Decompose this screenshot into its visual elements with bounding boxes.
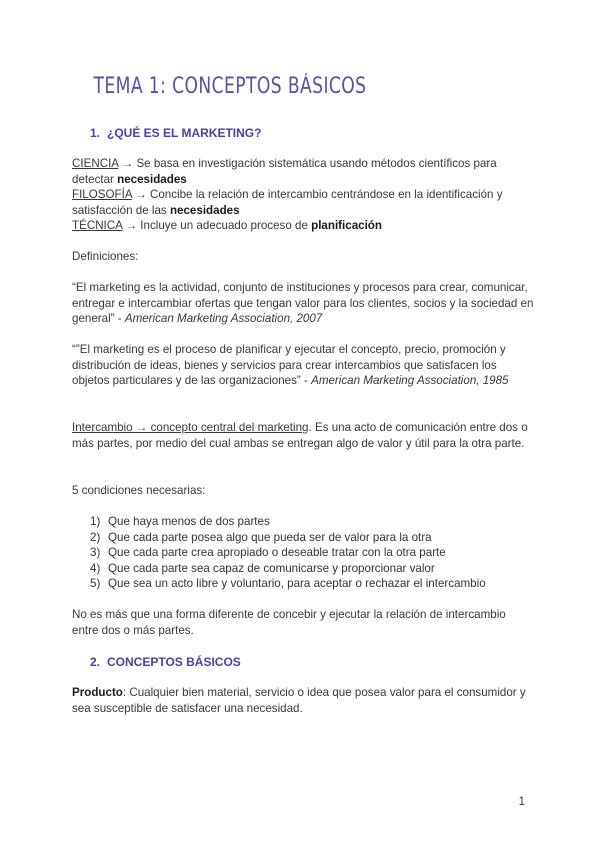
quote-2007: [72, 280, 534, 327]
definition-ciencia: [72, 156, 534, 187]
section-1-heading: [90, 126, 261, 140]
section-1-number: 1.: [90, 126, 101, 140]
list-item: [90, 514, 486, 530]
condiciones-list: [90, 514, 486, 592]
producto-paragraph: [72, 685, 534, 716]
list-number: 5): [90, 577, 101, 590]
quote-text: “El marketing es la actividad, conjunto de instituciones y procesos para crear, comunicar, entregar e intercambiar ofertas que tengan valor para los clientes, socios y la sociedad en general” -: [72, 281, 534, 325]
definition-tecnica: [72, 218, 534, 234]
list-text: Que cada parte crea apropiado o deseable tratar con la otra parte: [108, 546, 446, 559]
definition-text: Se basa en investigación sistemática usando métodos científicos para detectar: [72, 157, 497, 186]
definiciones-label: Definiciones:: [72, 250, 139, 263]
bold-word: necesidades: [169, 203, 240, 217]
quote-source: American Marketing Association: [124, 312, 291, 325]
list-text: Que cada parte posea algo que pueda ser de valor para la otra: [108, 530, 432, 544]
intercambio-text: . Es una acto de comunicación entre dos o más partes, por medio del cual ambas se entregan algo de valor y útil para la otra parte.: [72, 421, 528, 450]
definition-text: Incluye un adecuado proceso de: [140, 219, 312, 232]
list-number: 3): [90, 546, 101, 559]
list-item: [90, 561, 486, 577]
section-1-title: ¿QUÉ ES EL MARKETING?: [107, 126, 262, 140]
quote-year: , 1985: [476, 374, 509, 387]
bold-word: planificación: [311, 219, 382, 232]
quote-year: , 2007: [290, 312, 323, 325]
list-item: [90, 530, 486, 546]
arrow: →: [122, 219, 141, 232]
quote-text: “”El marketing es el proceso de planificar y ejecutar el concepto, precio, promoción y distribución de ideas, bienes y servicios para crear intercambios que satisfacen los objetos particulares y de las organizaciones” -: [72, 343, 506, 387]
section-2-heading: [90, 655, 241, 669]
term-tecnica: TÉCNICA: [72, 219, 123, 232]
quote-1985: [72, 342, 534, 389]
producto-term: Producto: [72, 686, 123, 699]
definition-text: Concibe la relación de intercambio centrándose en la identificación y satisfacción de las: [72, 188, 503, 217]
producto-text: : Cualquier bien material, servicio o idea que posea valor para el consumidor y sea susceptible de satisfacer una necesidad.: [72, 686, 526, 715]
list-number: 2): [90, 530, 101, 544]
page-number: 1: [518, 796, 525, 808]
quote-source: American Marketing Association: [311, 374, 477, 387]
term-ciencia: CIENCIA: [72, 157, 119, 170]
condiciones-label: 5 condiciones necesarias:: [72, 484, 206, 497]
list-text: Que haya menos de dos partes: [108, 515, 270, 528]
page-title: TEMA 1: CONCEPTOS BÁSICOS: [93, 74, 367, 99]
intercambio-paragraph: [72, 420, 534, 451]
arrow: →: [131, 188, 150, 201]
conclusion-paragraph: No es más que una forma diferente de concebir y ejecutar la relación de intercambio entre dos o más partes.: [72, 608, 506, 637]
bold-word: necesidades: [117, 172, 187, 186]
section-2-number: 2.: [90, 655, 101, 669]
definition-filosofia: [72, 187, 534, 218]
list-item: [90, 576, 486, 592]
section-2-title: CONCEPTOS BÁSICOS: [107, 655, 241, 669]
list-item: [90, 545, 486, 561]
list-text: Que cada parte sea capaz de comunicarse y proporcionar valor: [108, 561, 435, 575]
list-text: Que sea un acto libre y voluntario, para aceptar o rechazar el intercambio: [108, 577, 486, 590]
intercambio-term: Intercambio → concepto central del marketing: [72, 421, 309, 434]
list-number: 1): [90, 515, 101, 528]
arrow: →: [118, 157, 137, 170]
list-number: 4): [90, 561, 101, 575]
term-filosofia: FILOSOFÍA: [72, 188, 132, 201]
